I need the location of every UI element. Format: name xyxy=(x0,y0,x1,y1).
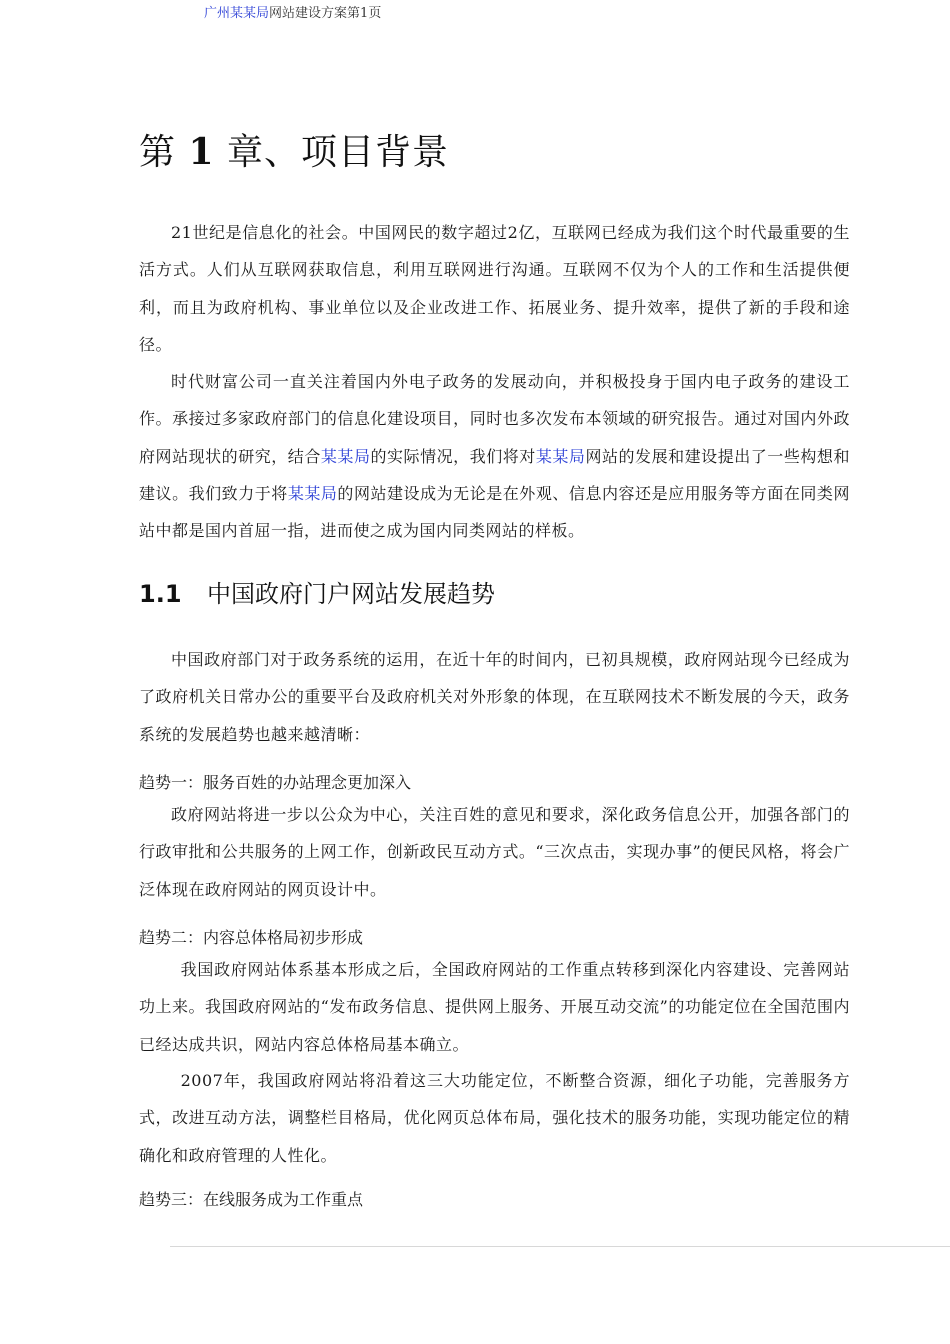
intro-p2-text-4: 的网站建设成为无论是在外观、信息内容还是应用服务等方面在同类网站中都是国内首屈一指，进而使之成为国内同类网站的样板。 xyxy=(139,483,850,541)
intro-p2-text-2: 的实际情况，我们将对 xyxy=(370,446,536,466)
section-title-text: 中国政府门户网站发展趋势 xyxy=(207,580,495,608)
chapter-title xyxy=(139,128,449,177)
trend-2-paragraph-2: 2007年，我国政府网站将沿着这三大功能定位，不断整合资源，细化子功能，完善服务方式，改进互动方法，调整栏目格局，优化网页总体布局，强化技术的服务功能，实现功能定位的精确化和政府管理的人性化。 xyxy=(139,1071,850,1165)
section-number: 1.1 xyxy=(139,580,182,608)
chapter-prefix: 第 xyxy=(139,132,177,173)
trend-1-paragraph: 政府网站将进一步以公众为中心，关注百姓的意见和要求，深化政务信息公开，加强各部门的行政审批和公共服务的上网工作，创新政民互动方式。“三次点击，实现办事”的便民风格，将会广泛体现在政府网站的网页设计中。 xyxy=(139,805,850,899)
section-title xyxy=(139,578,495,610)
org-name-highlight: 某某局 xyxy=(287,483,338,503)
section-intro-paragraph: 中国政府部门对于政务系统的运用，在近十年的时间内，已初具规模，政府网站现今已经成为了政府机关日常办公的重要平台及政府机关对外形象的体现，在互联网技术不断发展的今天，政务系统的发展趋势也越来越清晰： xyxy=(139,650,850,744)
trend-1-heading: 趋势一：服务百姓的办站理念更加深入 xyxy=(139,773,412,792)
trend-2-heading: 趋势二：内容总体格局初步形成 xyxy=(139,928,364,947)
page-header xyxy=(204,6,381,22)
trend-3-heading: 趋势三：在线服务成为工作重点 xyxy=(139,1190,364,1209)
footer-divider xyxy=(170,1246,950,1247)
header-page-number: 1 xyxy=(360,6,369,21)
header-doc-title: 网站建设方案第 xyxy=(269,6,361,21)
intro-p2-text-1: 时代财富公司一直关注着国内外电子政务的发展动向，并积极投身于国内电子政务的建设工作。承接过多家政府部门的信息化建设项目，同时也多次发布本领域的研究报告。通过对国内外政府网站现状的研究，结合 xyxy=(139,372,850,466)
header-page-suffix: 页 xyxy=(368,6,382,21)
chapter-number: 1 xyxy=(188,131,215,173)
org-name-highlight: 某某局 xyxy=(320,446,371,466)
org-name-highlight: 某某局 xyxy=(535,446,586,466)
trend-2-paragraph-1: 我国政府网站体系基本形成之后，全国政府网站的工作重点转移到深化内容建设、完善网站功上来。我国政府网站的“发布政务信息、提供网上服务、开展互动交流”的功能定位在全国范围内已经达成共识，网站内容总体格局基本确立。 xyxy=(139,960,850,1054)
intro-p2-text-3: 网站的发展和建设提出了一些构想和建议。我们致力于将 xyxy=(139,446,850,503)
header-org: 广州某某局 xyxy=(204,6,270,21)
intro-paragraph-2 xyxy=(139,363,850,549)
chapter-title-text: 章、项目背景 xyxy=(226,132,449,173)
intro-paragraph-1: 21世纪是信息化的社会。中国网民的数字超过2亿，互联网已经成为我们这个时代最重要的生活方式。人们从互联网获取信息，利用互联网进行沟通。互联网不仅为个人的工作和生活提供便利，而且为政府机构、事业单位以及企业改进工作、拓展业务、提升效率，提供了新的手段和途径。 xyxy=(139,223,850,354)
